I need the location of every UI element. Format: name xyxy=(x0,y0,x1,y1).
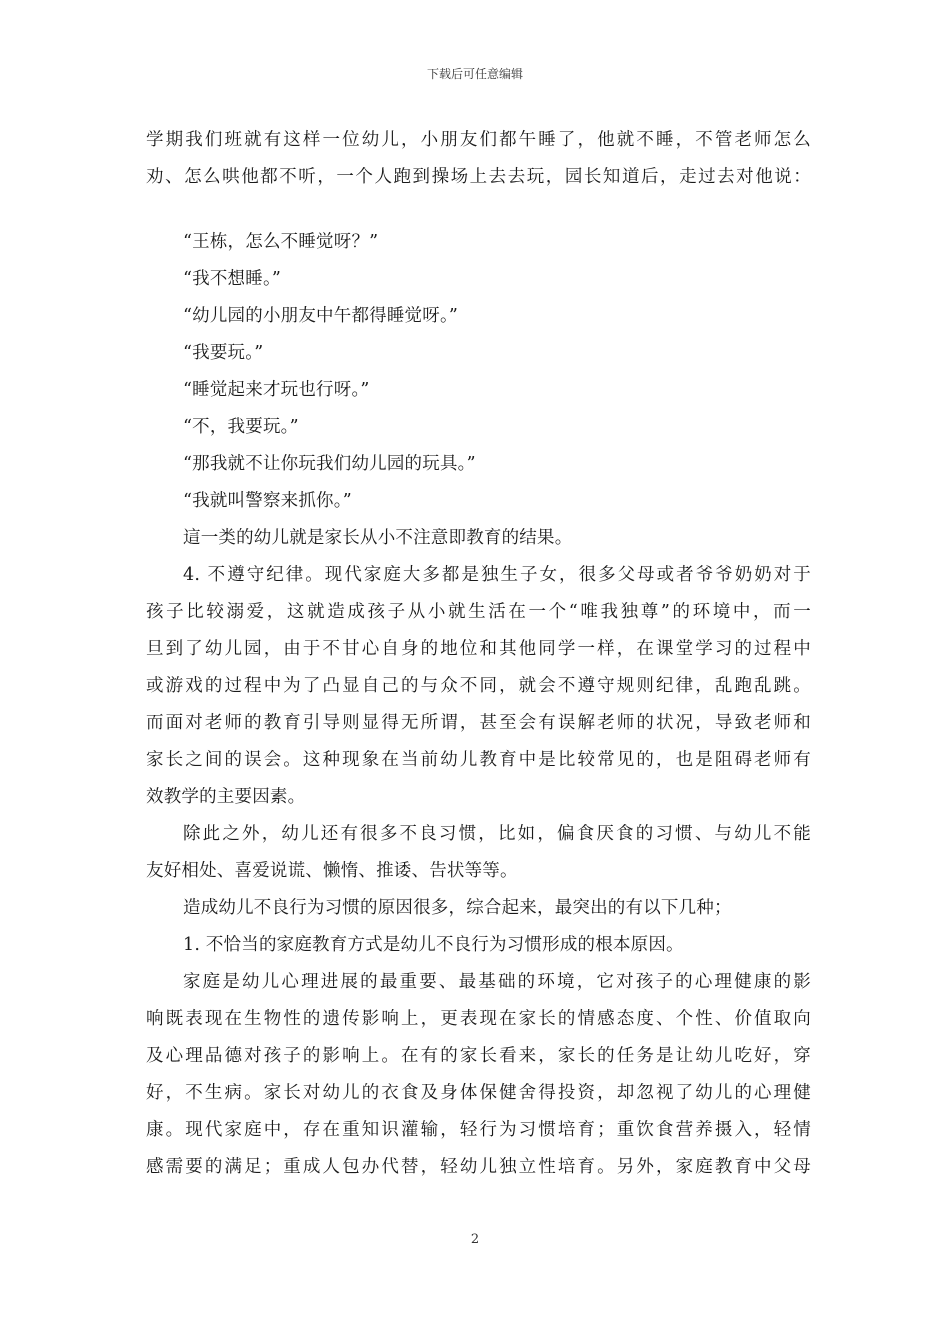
paragraph-gap xyxy=(146,196,811,224)
page-number: 2 xyxy=(470,1232,480,1247)
document-body xyxy=(146,122,811,1186)
text-line: 孩子比较溺爱，这就造成孩子从小就生活在一个“唯我独尊”的环境中，而一 xyxy=(146,602,811,622)
paragraph-start: 造成幼儿不良行为习惯的原因很多，综合起来，最突出的有以下几种； xyxy=(183,898,732,918)
paragraph-start: 4. 不遵守纪律。现代家庭大多都是独生子女，很多父母或者爷爷奶奶对于 xyxy=(183,565,811,585)
text-line: 劝、怎么哄他都不听，一个人跑到操场上去去玩，园长知道后，走过去对他说： xyxy=(146,167,811,187)
dialogue-line: “那我就不让你玩我们幼儿园的玩具。” xyxy=(183,454,476,474)
dialogue-line: “不，我要玩。” xyxy=(183,417,299,437)
paragraph-start: 這一类的幼儿就是家长从小不注意即教育的结果。 xyxy=(183,528,573,548)
text-line: 好，不生病。家长对幼儿的衣食及身体保健舍得投资，却忽视了幼儿的心理健 xyxy=(146,1083,811,1103)
dialogue-line: “我要玩。” xyxy=(183,343,264,363)
text-line: 家长之间的误会。这种现象在当前幼儿教育中是比较常见的，也是阻碍老师有 xyxy=(146,750,811,770)
text-line: 感需要的满足；重成人包办代替，轻幼儿独立性培育。另外，家庭教育中父母 xyxy=(146,1157,811,1177)
dialogue-line: “睡觉起来才玩也行呀。” xyxy=(183,380,370,400)
paragraph-start: 除此之外，幼儿还有很多不良习惯，比如，偏食厌食的习惯、与幼儿不能 xyxy=(183,824,811,844)
text-line: 响既表现在生物性的遗传影响上，更表现在家长的情感态度、个性、价值取向 xyxy=(146,1009,811,1029)
paragraph-start: 家庭是幼儿心理进展的最重要、最基础的环境，它对孩子的心理健康的影 xyxy=(183,972,811,992)
page-header: 下载后可任意编辑 xyxy=(426,67,523,81)
text-line: 而面对老师的教育引导则显得无所谓，甚至会有误解老师的状况，导致老师和 xyxy=(146,713,811,733)
text-line: 旦到了幼儿园，由于不甘心自身的地位和其他同学一样，在课堂学习的过程中 xyxy=(146,639,811,659)
dialogue-line: “我不想睡。” xyxy=(183,269,282,289)
dialogue-line: “幼儿园的小朋友中午都得睡觉呀。” xyxy=(183,306,459,326)
text-line: 及心理品德对孩子的影响上。在有的家长看来，家长的任务是让幼儿吃好，穿 xyxy=(146,1046,811,1066)
dialogue-line: “我就叫警察来抓你。” xyxy=(183,491,352,511)
text-line: 效教学的主要因素。 xyxy=(146,787,306,807)
section-heading: 1. 不恰当的家庭教育方式是幼儿不良行为习惯形成的根本原因。 xyxy=(183,935,684,955)
text-line: 或游戏的过程中为了凸显自己的与众不同，就会不遵守规则纪律，乱跑乱跳。 xyxy=(146,676,811,696)
text-line: 学期我们班就有这样一位幼儿，小朋友们都午睡了，他就不睡，不管老师怎么 xyxy=(146,130,811,150)
text-line: 友好相处、喜爱说谎、懒惰、推诿、告状等等。 xyxy=(146,861,518,881)
text-line: 康。现代家庭中，存在重知识灌输，轻行为习惯培育；重饮食营养摄入，轻情 xyxy=(146,1120,811,1140)
dialogue-line: “王栋，怎么不睡觉呀？” xyxy=(183,232,379,252)
